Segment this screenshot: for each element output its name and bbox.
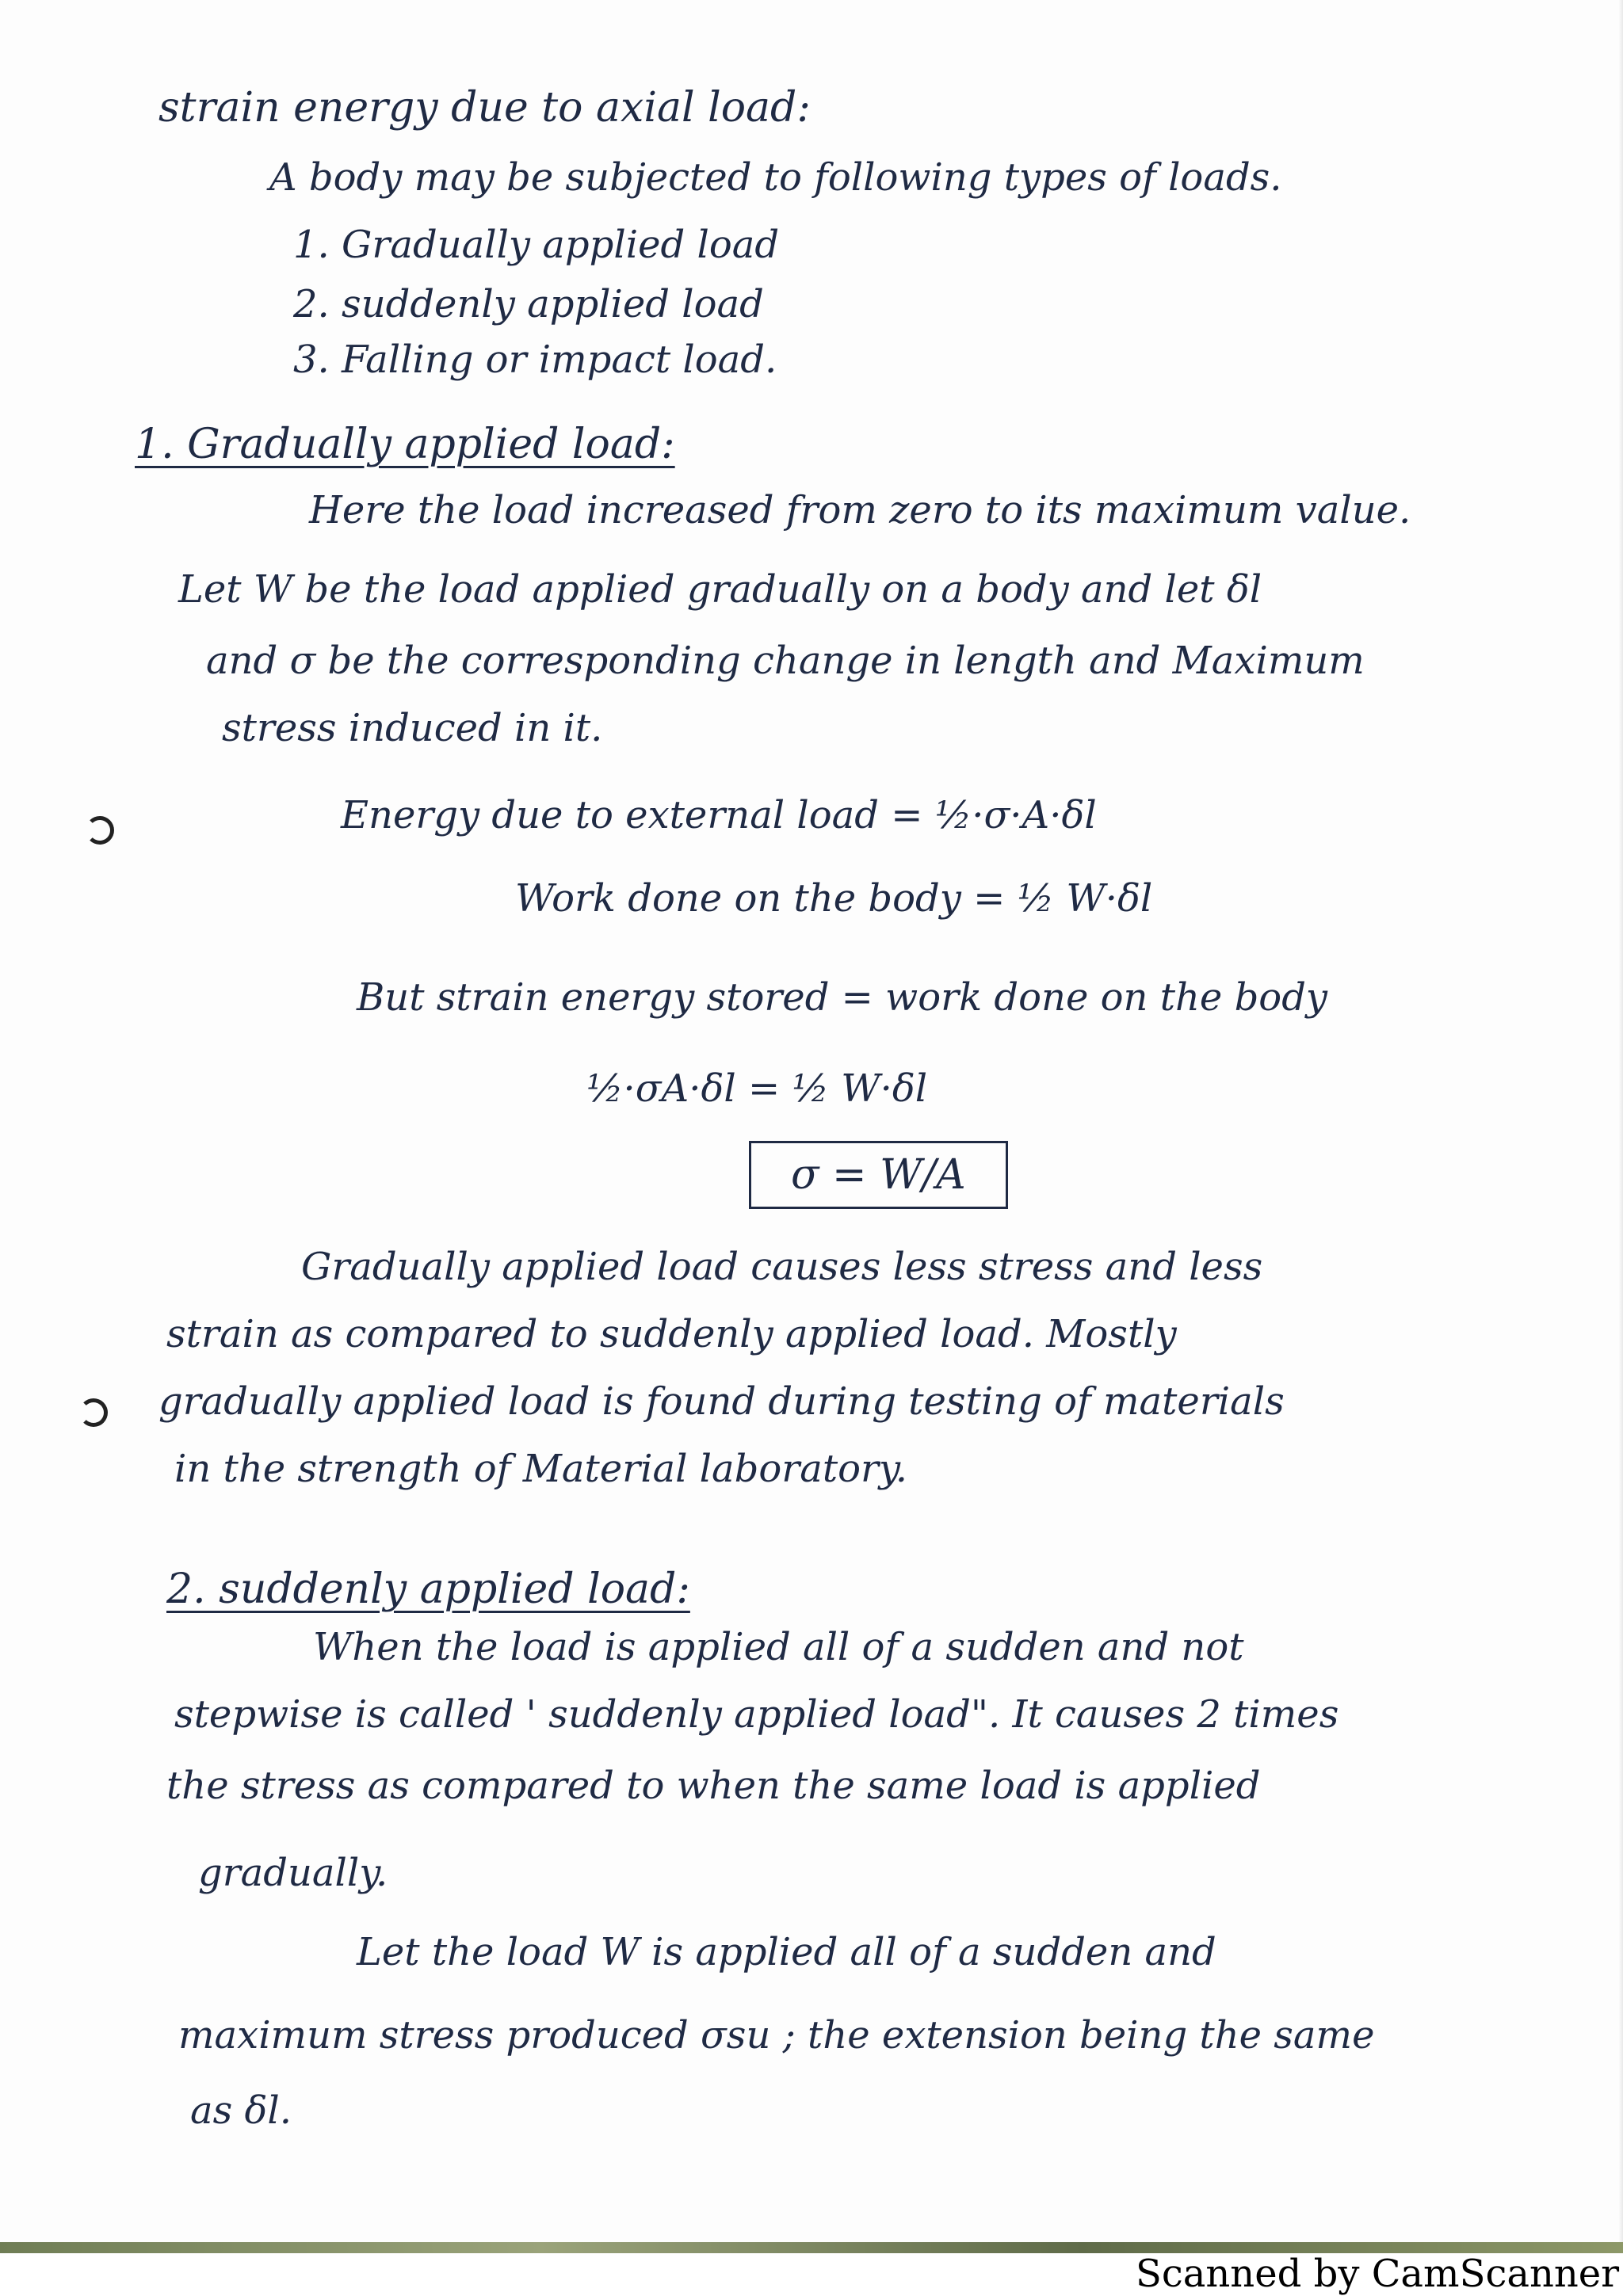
equation-balance: ½·σA·δl = ½ W·δl: [586, 1066, 928, 1111]
section1-para-2: Let W be the load applied gradually on a body and let δl: [178, 567, 1262, 612]
page-edge-shadow: [1618, 0, 1623, 2242]
load-type-1: 1. Gradually applied load: [293, 223, 780, 267]
section1-heading: 1. Gradually applied load:: [135, 421, 675, 468]
binder-hole-mark: [79, 1398, 108, 1427]
section2-para-7: as δl.: [190, 2088, 292, 2133]
section1-note-3: gradually applied load is found during testing of materials: [158, 1379, 1285, 1424]
section1-para-1: Here the load increased from zero to its maximum value.: [309, 488, 1411, 532]
section1-para-4: stress induced in it.: [222, 706, 603, 750]
section1-note-4: in the strength of Material laboratory.: [174, 1447, 907, 1491]
section2-para-4: gradually.: [198, 1851, 388, 1895]
equation-external-energy: Energy due to external load = ½·σ·A·δl: [341, 793, 1097, 837]
section1-note-2: strain as compared to suddenly applied load. Mostly: [166, 1312, 1177, 1356]
equation-work-done: Work done on the body = ½ W·δl: [515, 876, 1153, 921]
section1-note-1: Gradually applied load causes less stress and less: [301, 1245, 1263, 1289]
section2-para-6: maximum stress produced σsu ; the extension being the same: [178, 2013, 1375, 2058]
result-box: σ = W/A: [749, 1141, 1008, 1209]
scanner-watermark: Scanned by CamScanner: [1136, 2252, 1620, 2296]
section2-para-3: the stress as compared to when the same load is applied: [166, 1764, 1261, 1808]
section2-para-5: Let the load W is applied all of a sudden and: [357, 1930, 1216, 1974]
section2-para-2: stepwise is called ' suddenly applied load". It causes 2 times: [174, 1692, 1339, 1737]
load-type-3: 3. Falling or impact load.: [293, 338, 777, 382]
binder-hole-mark: [86, 816, 114, 845]
load-type-2: 2. suddenly applied load: [293, 282, 764, 326]
section2-heading: 2. suddenly applied load:: [166, 1566, 690, 1613]
section2-para-1: When the load is applied all of a sudden and not: [313, 1625, 1244, 1669]
section1-para-3: and σ be the corresponding change in length and Maximum: [206, 639, 1365, 683]
intro-text: A body may be subjected to following types of loads.: [269, 155, 1282, 200]
equation-equality: But strain energy stored = work done on the body: [357, 975, 1328, 1020]
page-title: strain energy due to axial load:: [158, 84, 811, 132]
